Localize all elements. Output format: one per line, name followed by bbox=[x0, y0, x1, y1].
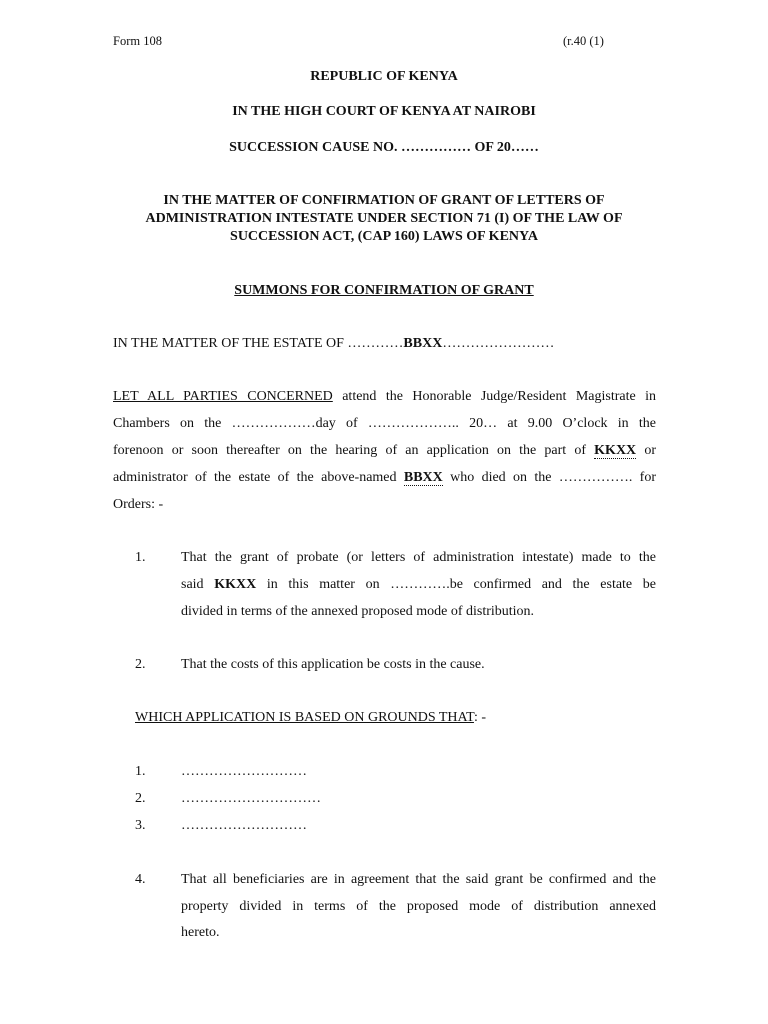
order-2-number: 2. bbox=[135, 657, 146, 672]
ground-2-text: ………………………… bbox=[181, 791, 321, 806]
parties-concerned-lead: LET ALL PARTIES CONCERNED bbox=[113, 389, 333, 404]
body-line-2: Chambers on the ………………day of ……………….. 20… at 9.00 O’clock in the bbox=[113, 416, 656, 431]
body-line-4 bbox=[113, 470, 656, 486]
matter-heading-line-2: ADMINISTRATION INTESTATE UNDER SECTION 71 (I) OF THE LAW OF bbox=[145, 211, 623, 226]
estate-line bbox=[113, 336, 554, 352]
ground-3-number: 3. bbox=[135, 818, 146, 833]
body-line-5: Orders: - bbox=[113, 497, 164, 512]
form-number: Form 108 bbox=[113, 34, 162, 48]
summons-title bbox=[0, 283, 768, 299]
order-1-applicant-name: KKXX bbox=[214, 577, 257, 592]
body-line-4-post: who died on the ……………. for bbox=[442, 470, 656, 485]
ground-2-number: 2. bbox=[135, 791, 146, 806]
ground-1-number: 1. bbox=[135, 764, 146, 779]
order-1-line-3: divided in terms of the annexed proposed mode of distribution. bbox=[181, 604, 535, 619]
grounds-heading-tail: : - bbox=[473, 710, 487, 725]
grounds-heading bbox=[135, 710, 486, 726]
matter-heading-line-1: IN THE MATTER OF CONFIRMATION OF GRANT OF LETTERS OF bbox=[163, 193, 605, 208]
republic-title: REPUBLIC OF KENYA bbox=[310, 69, 458, 84]
body-line-4-pre: administrator of the estate of the above-named bbox=[113, 470, 404, 485]
body-line-3 bbox=[113, 443, 656, 459]
estate-suffix: …………………… bbox=[442, 336, 555, 351]
order-1-line-2 bbox=[181, 577, 656, 593]
ground-4-line-3: hereto. bbox=[181, 925, 220, 940]
ground-4-number: 4. bbox=[135, 872, 146, 887]
ground-1-text: ……………………… bbox=[181, 764, 307, 779]
body-line-3-post: or bbox=[636, 443, 656, 458]
body-line-1-rest: attend the Honorable Judge/Resident Magistrate in bbox=[332, 389, 656, 404]
order-1-line-1: That the grant of probate (or letters of administration intestate) made to the bbox=[181, 550, 656, 565]
succession-cause-line: SUCCESSION CAUSE NO. …………… OF 20…… bbox=[229, 140, 539, 155]
rule-reference: (r.40 (1) bbox=[563, 34, 604, 48]
estate-prefix: IN THE MATTER OF THE ESTATE OF ………… bbox=[113, 336, 404, 351]
applicant-name: KKXX bbox=[594, 443, 637, 458]
body-line-3-pre: forenoon or soon thereafter on the hearing of an application on the part of bbox=[113, 443, 595, 458]
grounds-heading-text: WHICH APPLICATION IS BASED ON GROUNDS THAT bbox=[135, 710, 474, 725]
ground-4-line-2: property divided in terms of the proposed mode of distribution annexed bbox=[181, 899, 656, 914]
estate-name: BBXX bbox=[403, 336, 443, 351]
ground-3-text: ……………………… bbox=[181, 818, 307, 833]
order-1-line-2-pre: said bbox=[181, 577, 215, 592]
deceased-name: BBXX bbox=[403, 470, 443, 485]
body-line-1 bbox=[113, 389, 656, 405]
order-1-number: 1. bbox=[135, 550, 146, 565]
summons-title-text: SUMMONS FOR CONFIRMATION OF GRANT bbox=[234, 283, 534, 298]
order-2-line-1: That the costs of this application be costs in the cause. bbox=[181, 657, 485, 672]
ground-4-line-1: That all beneficiaries are in agreement that the said grant be confirmed and the bbox=[181, 872, 656, 887]
court-title: IN THE HIGH COURT OF KENYA AT NAIROBI bbox=[232, 104, 536, 119]
matter-heading-line-3: SUCCESSION ACT, (CAP 160) LAWS OF KENYA bbox=[230, 229, 538, 244]
order-1-line-2-post: in this matter on ………….be confirmed and the estate be bbox=[256, 577, 656, 592]
